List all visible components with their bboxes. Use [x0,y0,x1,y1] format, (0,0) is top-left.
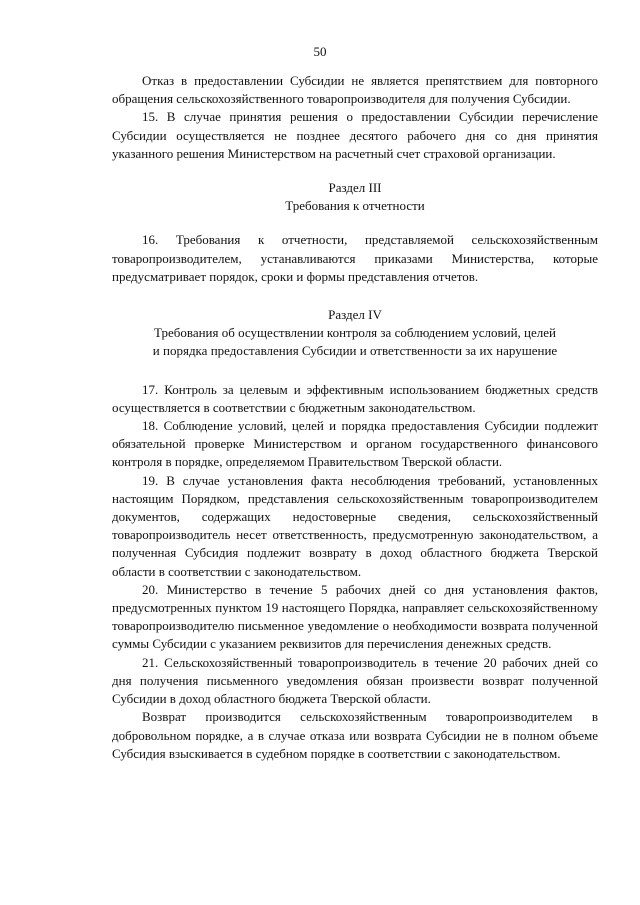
paragraph-refund: Возврат производится сельскохозяйственным товаропроизводителем в добровольном порядке, а в случае отказа или возврата Субсидии не в полном объеме Субсидия взыскивается в судебном порядке в соответствии с законодательством. [112,709,598,761]
section-3-heading [112,179,598,215]
paragraph-16: 16. Требования к отчетности, представляемой сельскохозяйственным товаропроизводителем, устанавливаются приказами Министерства, которые предусматривает порядок, сроки и формы представления отчетов. [112,232,598,284]
paragraph-18: 18. Соблюдение условий, целей и порядка предоставления Субсидии подлежит обязательной проверке Министерством и органом государственного финансового контроля в порядке, определяемом Правительством Тверской области. [112,418,598,470]
section-3-subtitle: Требования к отчетности [285,198,425,214]
paragraph-17: 17. Контроль за целевым и эффективным использованием бюджетных средств осуществляется в соответствии с бюджетным законодательством. [112,381,598,415]
section-3-body [112,231,598,286]
page-number: 50 [313,44,327,59]
paragraph-20: 20. Министерство в течение 5 рабочих дней со дня установления фактов, предусмотренных пунктом 19 настоящего Порядка, направляет сельскохозяйственному товаропроизводителю письменное уведомление о необходимости возврата полученной суммы Субсидии с указанием реквизитов для перечисления денежных средств. [112,581,598,652]
section-4-heading [112,306,598,361]
paragraph-21: 21. Сельскохозяйственный товаропроизводитель в течение 20 рабочих дней со дня получения письменного уведомления обязан произвести возврат полученной Субсидии в доход областного бюджета Тверской области. [112,654,598,707]
paragraph-refusal: Отказ в предоставлении Субсидии не является препятствием для повторного обращения сельскохозяйственного товаропроизводителя для получения Субсидии. [112,73,598,107]
section-3-title: Раздел III [328,180,382,196]
section-4-subtitle-line-2: и порядка предоставления Субсидии и ответственности за их нарушение [152,343,558,359]
paragraph-15: 15. В случае принятия решения о предоставлении Субсидии перечисление Субсидии осуществляется не позднее десятого рабочего дня со дня принятия указанного решения Министерством на расчетный счет страховой организации. [112,109,598,161]
section-4-subtitle-line-1: Требования об осуществлении контроля за соблюдением условий, целей [154,325,556,341]
paragraph-19: 19. В случае установления факта несоблюдения требований, установленных настоящим Порядком, представления сельскохозяйственным товаропроизводителем документов, содержащих недостоверные сведения, сельскохозяйственный товаропроизводитель несет ответственность, предусмотренную законодательством, а полученная Субсидия подлежит возврату в доход областного бюджета Тверской области в соответствии с законодательством. [112,472,598,579]
document-body [112,72,598,763]
section-4-title: Раздел IV [328,307,382,323]
